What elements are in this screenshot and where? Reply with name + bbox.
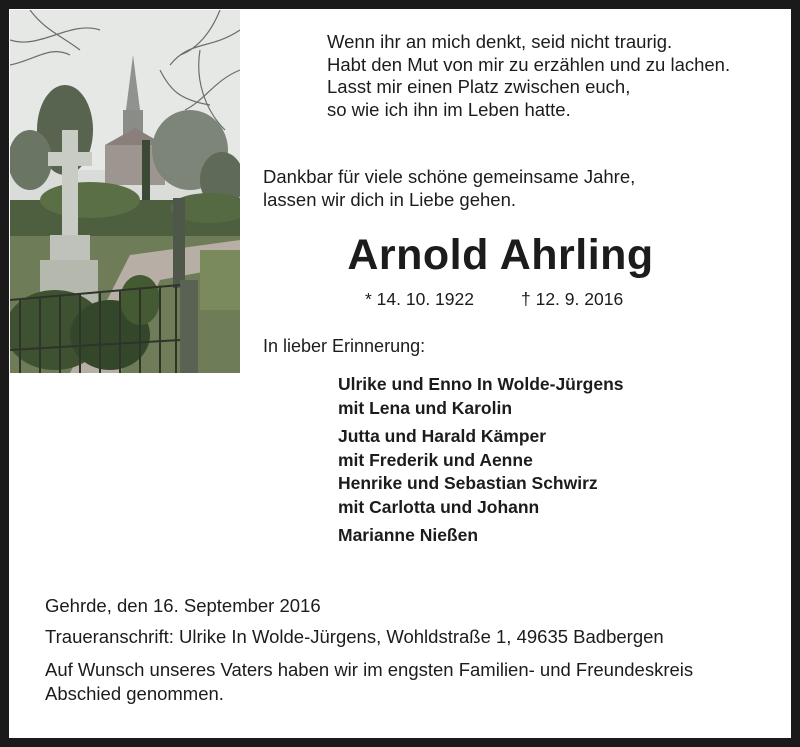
wish-line: Abschied genommen. <box>45 683 224 704</box>
poem-line: Wenn ihr an mich denkt, seid nicht traurig. <box>327 31 673 52</box>
intro-line: Dankbar für viele schöne gemeinsame Jahre, <box>263 166 636 187</box>
mourning-address: Traueranschrift: Ulrike In Wolde-Jürgens, Wohldstraße 1, 49635 Badbergen <box>45 626 664 647</box>
family-line: mit Carlotta und Johann <box>338 496 540 517</box>
poem-line: Lasst mir einen Platz zwischen euch, <box>327 76 631 97</box>
intro-line: lassen wir dich in Liebe gehen. <box>263 189 516 210</box>
family-line: Ulrike und Enno In Wolde-Jürgens <box>338 374 624 394</box>
death-date: † 12. 9. 2016 <box>521 289 624 309</box>
poem-line: Habt den Mut von mir zu erzählen und zu lachen. <box>327 53 731 75</box>
thanks-intro <box>263 165 635 211</box>
birth-date: * 14. 10. 1922 <box>365 289 474 309</box>
place-date: Gehrde, den 16. September 2016 <box>45 595 321 616</box>
family-line: Henrike und Sebastian Schwirz <box>338 473 598 493</box>
wish-line: Auf Wunsch unseres Vaters haben wir im engsten Familien- und Freundeskreis <box>45 659 694 680</box>
family-line: mit Frederik und Aenne <box>338 449 533 470</box>
family-line: mit Lena und Karolin <box>338 397 513 418</box>
family-line: Jutta und Harald Kämper <box>338 426 547 446</box>
cemetery-photo <box>10 10 240 373</box>
deceased-name: Arnold Ahrling <box>347 231 654 279</box>
family-group <box>338 524 624 548</box>
poem-line: so wie ich ihn im Leben hatte. <box>327 98 571 120</box>
remembrance-heading: In lieber Erinnerung: <box>263 336 426 356</box>
family-list <box>338 373 624 553</box>
family-group <box>338 425 624 519</box>
footer <box>45 594 693 706</box>
poem <box>327 31 730 121</box>
family-line: Marianne Nießen <box>338 525 479 545</box>
family-group <box>338 373 624 420</box>
